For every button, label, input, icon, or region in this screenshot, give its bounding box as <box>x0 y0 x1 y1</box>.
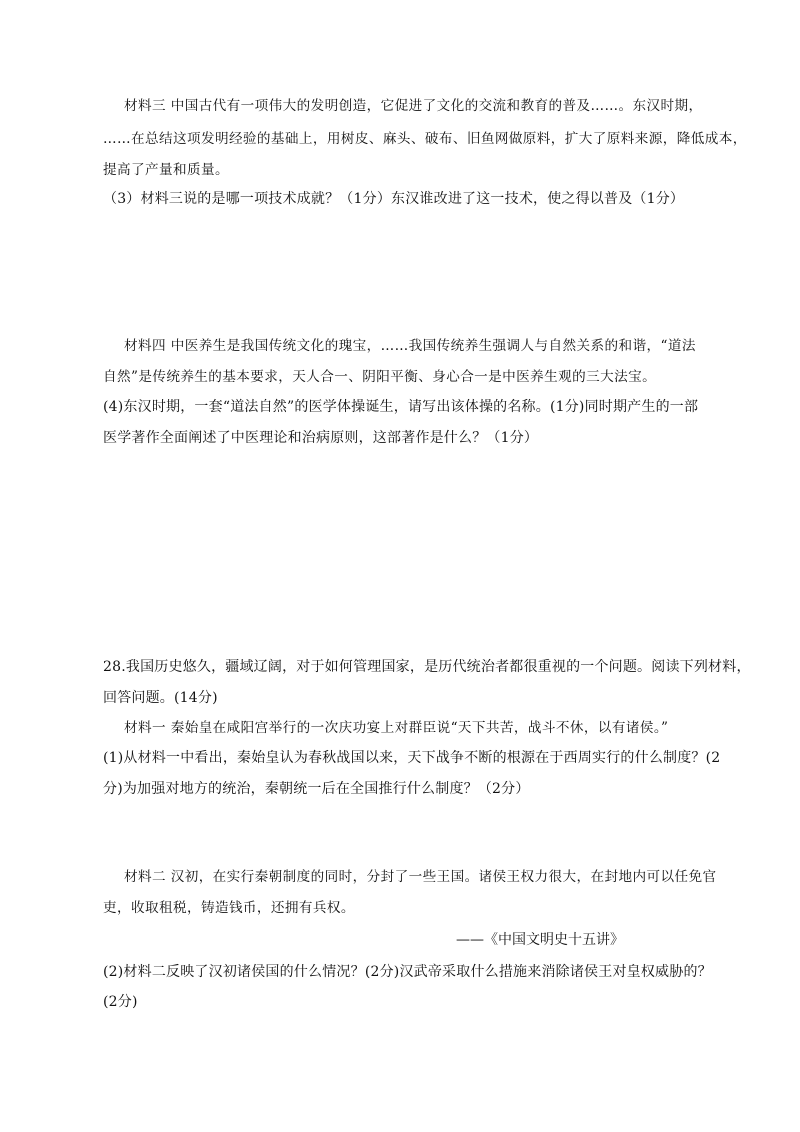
question-28-intro-line-1: 28.我国历史悠久，疆域辽阔，对于如何管理国家，是历代统治者都很重视的一个问题。阅读下列材料， <box>103 659 751 675</box>
question-28-2-line-2: (2分) <box>103 994 138 1010</box>
material-3-line-2: ……在总结这项发明经验的基础上，用树皮、麻头、破布、旧鱼网做原料，扩大了原料来源，降低成本， <box>103 131 747 147</box>
question-3: （3）材料三说的是哪一项技术成就？（1分）东汉谁改进了这一技术，使之得以普及（1分） <box>103 191 685 207</box>
material-3-line-1: 材料三 中国古代有一项伟大的发明创造，它促进了文化的交流和教育的普及……。东汉时期， <box>124 98 703 114</box>
material-4-line-2: 自然”是传统养生的基本要求，天人合一、阴阳平衡、身心合一是中医养生观的三大法宝。 <box>103 369 657 385</box>
question-4-line-1: (4)东汉时期，一套“道法自然”的医学体操诞生，请写出该体操的名称。(1分)同时期产生的一部 <box>103 399 699 415</box>
material-28-2-line-2: 吏，收取租税，铸造钱币，还拥有兵权。 <box>103 900 355 916</box>
question-28-1-line-1: (1)从材料一中看出，秦始皇认为春秋战国以来，天下战争不断的根源在于西周实行的什么制度？(2 <box>103 750 721 766</box>
material-28-2-line-1: 材料二 汉初，在实行秦朝制度的同时，分封了一些王国。诸侯王权力很大，在封地内可以任免官 <box>124 869 717 885</box>
question-28-intro-line-2: 回答问题。(14分) <box>103 690 218 706</box>
material-4-line-1: 材料四 中医养生是我国传统文化的瑰宝，……我国传统养生强调人与自然关系的和谐，“道法 <box>124 338 696 354</box>
material-3-line-3: 提高了产量和质量。 <box>103 162 229 178</box>
question-4-line-2: 医学著作全面阐述了中医理论和治病原则，这部著作是什么？（1分） <box>103 430 539 446</box>
question-28-1-line-2: 分)为加强对地方的统治，秦朝统一后在全国推行什么制度？（2分） <box>103 781 530 797</box>
question-28-2-line-1: (2)材料二反映了汉初诸侯国的什么情况？(2分)汉武帝采取什么措施来消除诸侯王对皇权威胁的？ <box>103 964 712 980</box>
material-28-2-source: ——《中国文明史十五讲》 <box>456 932 624 948</box>
material-28-1: 材料一 秦始皇在咸阳宫举行的一次庆功宴上对群臣说“天下共苦，战斗不休，以有诸侯。” <box>124 720 669 736</box>
